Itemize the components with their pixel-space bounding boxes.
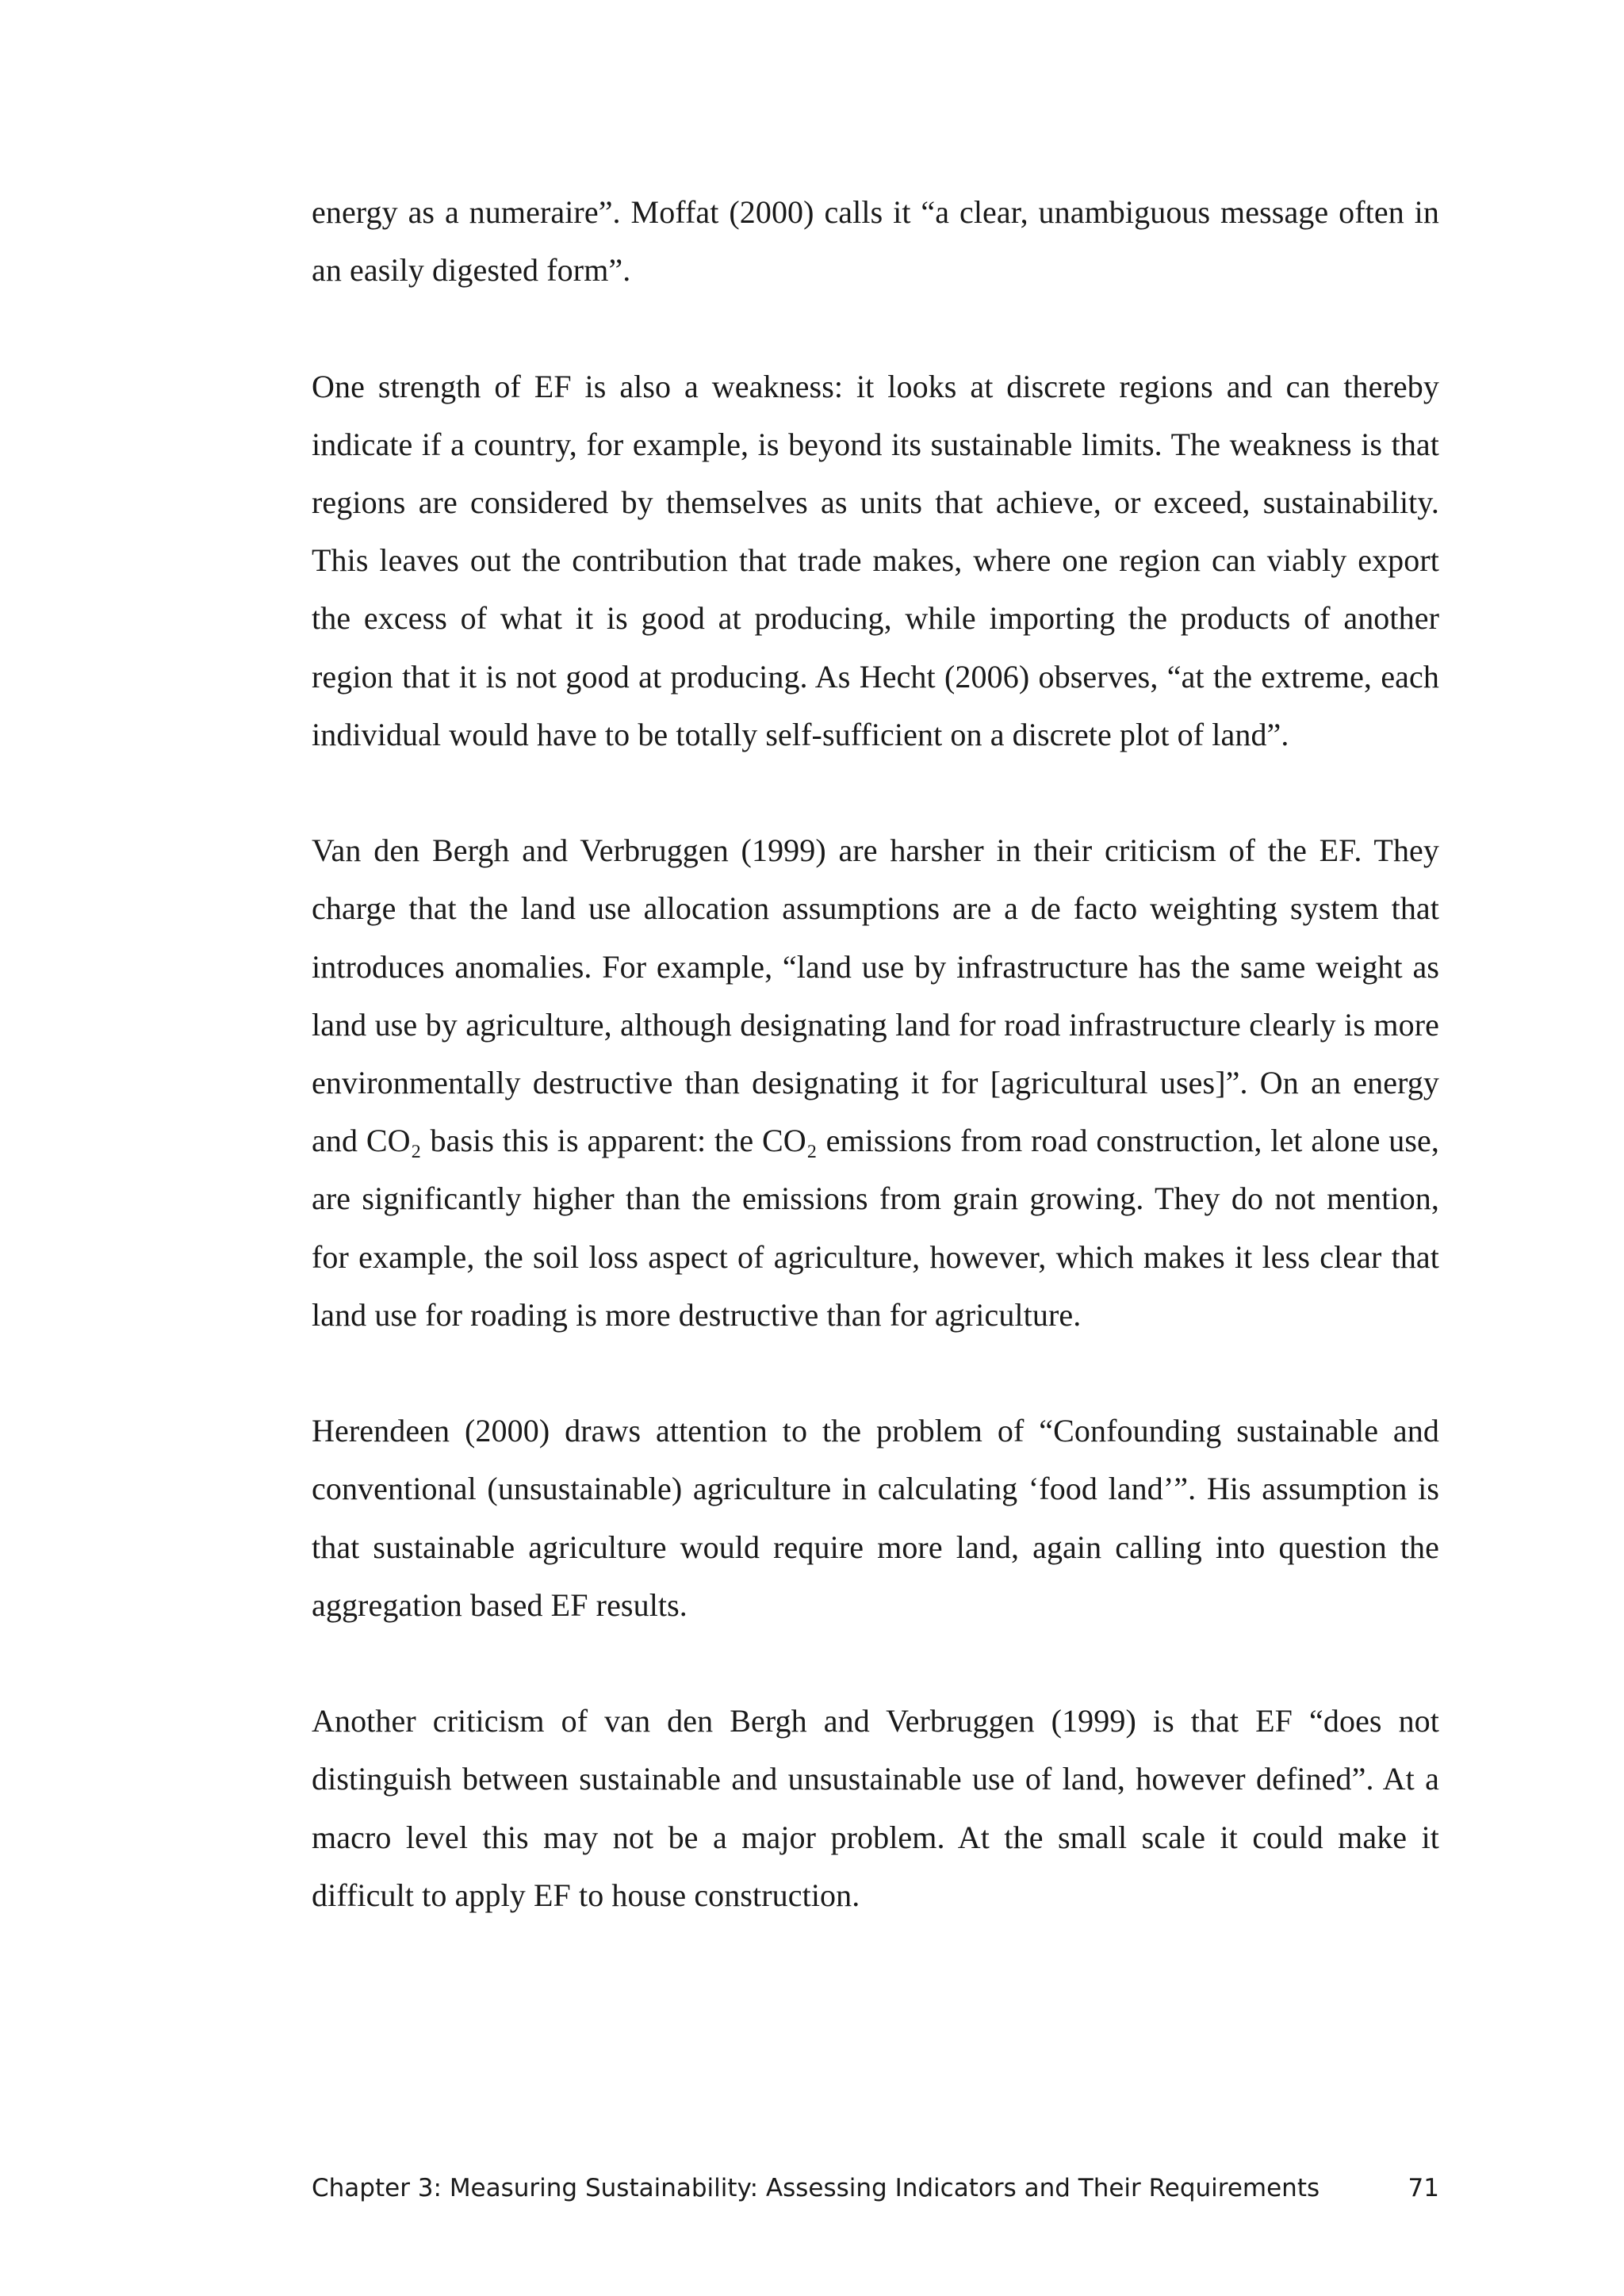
page-footer <box>312 2174 1439 2209</box>
footer-chapter-title: Chapter 3: Measuring Sustainability: Assessing Indicators and Their Requirements <box>312 2174 1320 2202</box>
page-number: 71 <box>1408 2174 1439 2202</box>
paragraph-gap <box>312 299 1439 357</box>
paragraph-3: Van den Bergh and Verbruggen (1999) are harsher in their criticism of the EF. They charge that the land use allocation assumptions are a de facto weighting system that introduces anomalies. For example, “land use by infrastructure has the same weight as land use by agriculture, although designating land for road infrastructure clearly is more environmentally destructive than designating it for [agricultural uses]”. On an energy and CO₂ basis this is apparent: the CO₂ emissions from road construction, let alone use, are significantly higher than the emissions from grain growing. They do not mention, for example, the soil loss aspect of agriculture, however, which makes it less clear that land use for roading is more destructive than for agriculture. <box>312 832 1439 1333</box>
paragraph-2: One strength of EF is also a weakness: it looks at discrete regions and can thereby indicate if a country, for example, is beyond its sustainable limits. The weakness is that regions are considered by themselves as units that achieve, or exceed, sustainability. This leaves out the contribution that trade makes, where one region can viably export the excess of what it is good at producing, while importing the products of another region that it is not good at producing. As Hecht (2006) observes, “at the extreme, each individual would have to be totally self-sufficient on a discrete plot of land”. <box>312 368 1439 752</box>
paragraph-4: Herendeen (2000) draws attention to the problem of “Confounding sustainable and conventional (unsustainable) agriculture in calculating ‘food land’”. His assumption is that sustainable agriculture would require more land, again calling into question the aggregation based EF results. <box>312 1413 1439 1623</box>
paragraph-1: energy as a numeraire”. Moffat (2000) calls it “a clear, unambiguous message often in an easily digested form”. <box>312 194 1439 289</box>
paragraph-gap <box>312 1634 1439 1692</box>
paragraph-gap <box>312 763 1439 821</box>
body-text <box>312 183 1439 1924</box>
paragraph-gap <box>312 1344 1439 1402</box>
paragraph-5: Another criticism of van den Bergh and Verbruggen (1999) is that EF “does not distinguish between sustainable and unsustainable use of land, however defined”. At a macro level this may not be a major problem. At the small scale it could make it difficult to apply EF to house construction. <box>312 1703 1439 1913</box>
